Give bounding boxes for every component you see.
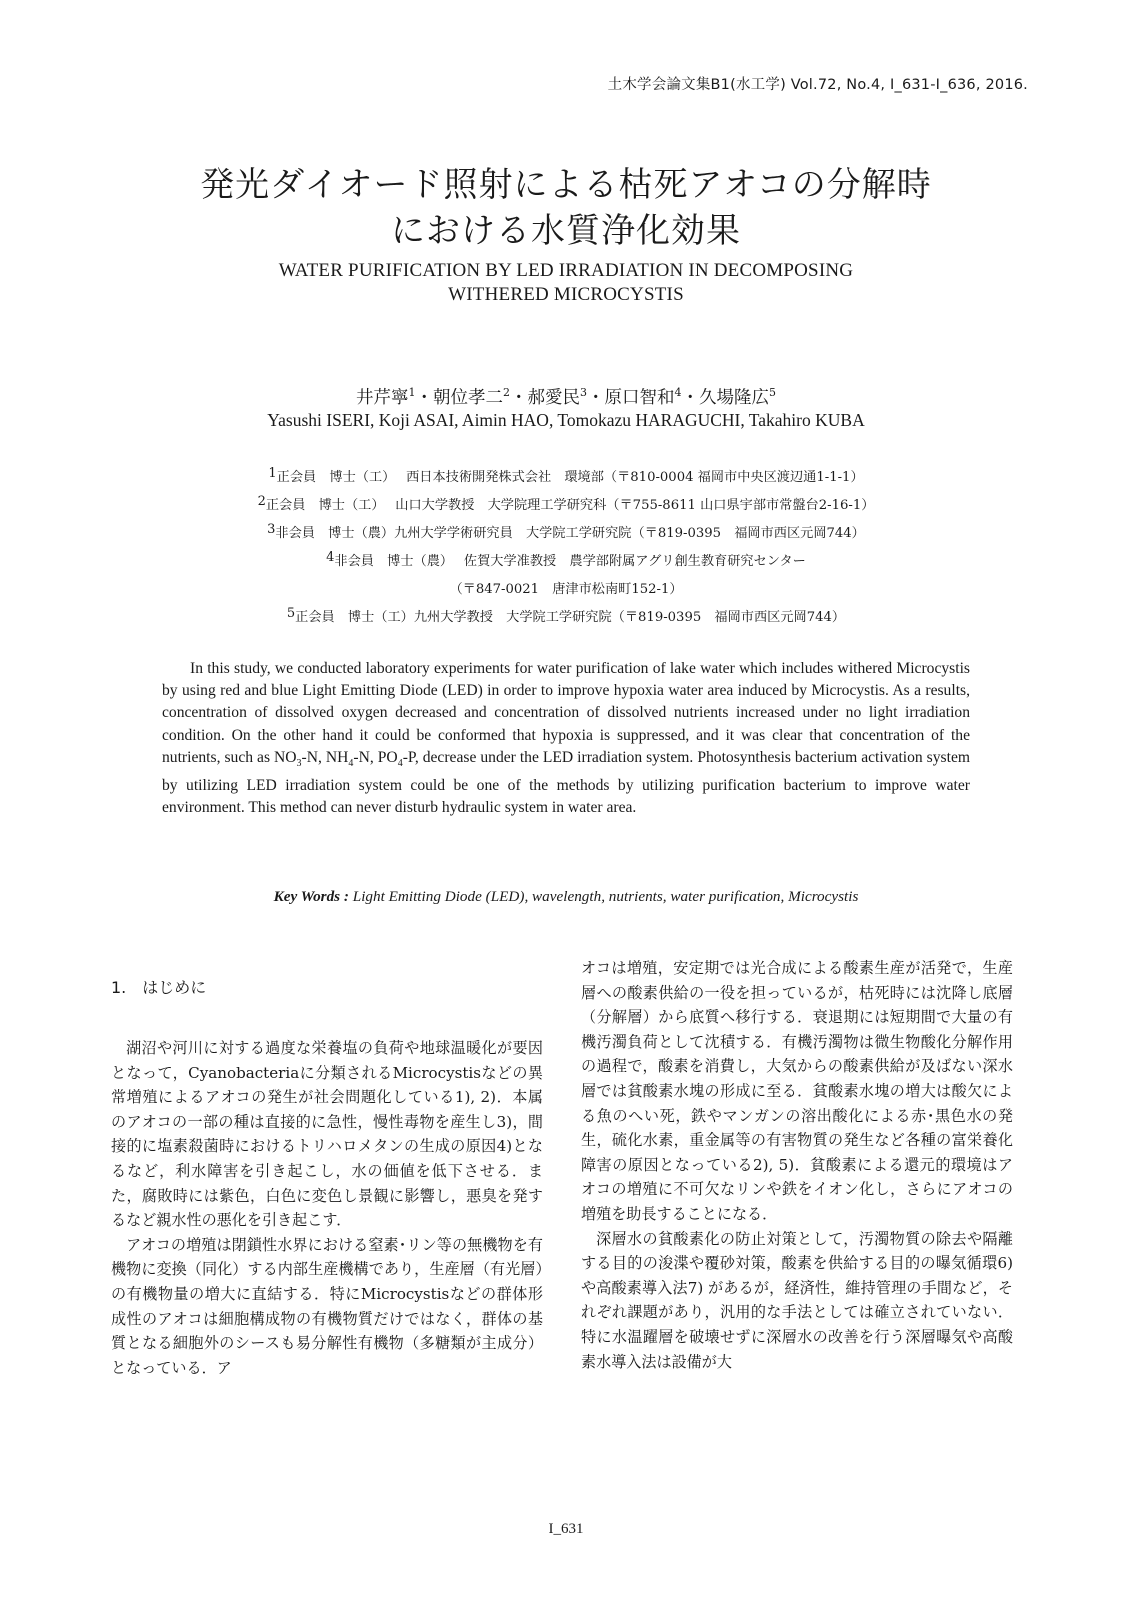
body-paragraph: 深層水の貧酸素化の防止対策として，汚濁物質の除去や隔離する目的の浚渫や覆砂対策，酸素を供給する目的の曝気循環6)や高酸素導入法7) があるが，経済性，維持管理の手間など，それぞれ課題があり，汎用的な手法としては確立されていない．特に水温躍層を破壊せずに深層水の改善を行う深層曝気や高酸素水導入法は設備が大 <box>581 1229 1013 1371</box>
body-paragraph: オコは増殖，安定期では光合成による酸素生産が活発で，生産層への酸素供給の一役を担っているが，枯死時には沈降し底層（分解層）から底質へ移行する．衰退期には短期間で大量の有機汚濁負荷として沈積する．有機汚濁物は微生物酸化分解作用の過程で，酸素を消費し，大気からの酸素供給が及ばない深水層では貧酸素水塊の形成に至る．貧酸素水塊の増大は酸欠による魚のへい死，鉄やマンガンの溶出酸化による赤･黒色水の発生，硫化水素，重金属等の有害物質の発生など各種の富栄養化障害の原因となっている2), 5)．貧酸素による還元的環境はアオコの増殖に不可欠なリンや鉄をイオン化し，さらにアオコの増殖を助長することになる． <box>581 959 1013 1223</box>
affiliation-text: 正会員 博士（工） 西日本技術開発株式会社 環境部（〒810-0004 福岡市中央区渡辺通1-1-1） <box>276 470 864 485</box>
abstract-text: -N, PO <box>353 748 398 766</box>
abstract-subscript: 4 <box>397 757 403 769</box>
affiliation-mark: 1 <box>268 466 277 481</box>
affiliation-text: 非会員 博士（農）九州大学学術研究員 大学院工学研究院（〒819-0395 福岡市西区元岡744） <box>275 526 865 541</box>
author-name: 原口智和 <box>604 388 675 408</box>
page-number: I_631 <box>548 1521 584 1537</box>
author-affil-mark: 5 <box>769 386 776 400</box>
body-column-right <box>581 956 1013 1374</box>
affiliation-mark: 5 <box>286 606 296 621</box>
title-japanese-line-1: 発光ダイオード照射による枯死アオコの分解時 <box>200 165 932 205</box>
affiliation-line <box>0 518 1132 546</box>
author-separator: ・ <box>415 388 433 408</box>
author-name: 久場隆広 <box>699 388 769 408</box>
affiliation-line <box>0 490 1132 518</box>
author-name: 郝愛民 <box>527 388 580 408</box>
author-separator: ・ <box>510 388 528 408</box>
abstract-subscript: 3 <box>296 757 302 769</box>
affiliation-text: 正会員 博士（工） 山口大学教授 大学院理工学研究科（〒755-8611 山口県宇部市常盤台2-16-1） <box>265 498 875 513</box>
author-affil-mark: 2 <box>503 386 510 400</box>
author-affil-mark: 4 <box>674 386 682 400</box>
keywords-text: Light Emitting Diode (LED), wavelength, nutrients, water purification, Microcystis <box>352 888 859 905</box>
author-affil-mark: 3 <box>580 386 587 400</box>
body-paragraph: 湖沼や河川に対する過度な栄養塩の負荷や地球温暖化が要因となって，Cyanobacteriaに分類されるMicrocystisなどの異常増殖によるアオコの発生が社会問題化している1), 2)．本属のアオコの一部の種は直接的に急性，慢性毒物を産生し3)，間接的に塩素殺菌時におけるトリハロメタンの生成の原因4)となるなど，利水障害を引き起こし，水の価値を低下させる．また，腐敗時には紫色，白色に変色し景観に影響し，悪臭を発するなど親水性の悪化を引き起こす． <box>111 1039 543 1230</box>
section-heading: 1. はじめに <box>111 978 207 997</box>
affiliation-text: （〒847-0021 唐津市松南町152-1） <box>449 582 683 597</box>
affiliation-mark: 3 <box>267 522 276 537</box>
authors-japanese <box>0 384 1132 409</box>
abstract-text: -N, NH <box>301 748 349 766</box>
author-affil-mark: 1 <box>408 386 416 400</box>
title-japanese-line-2: における水質浄化効果 <box>391 211 741 251</box>
title-english <box>0 259 1132 307</box>
abstract-text: In this study, we conducted laboratory experiments for water purification of lake water which includes withered Microcystis by using red and blue Light Emitting Diode (LED) in order to improve hypoxia water area induced by Microcystis. As a results, concentration of dissolved oxygen decreased and concentration of dissolved nutrients increased under no light irradiation condition. On the other hand it could be conformed that hypoxia is suppressed, and it was clear that concentration of the nutrients, such as NO <box>162 660 970 766</box>
affiliation-mark: 4 <box>326 550 335 565</box>
abstract-subscript: 4 <box>348 757 354 769</box>
affiliation-text: 非会員 博士（農） 佐賀大学准教授 農学部附属アグリ創生教育研究センター <box>334 554 806 569</box>
author-separator: ・ <box>681 388 699 408</box>
title-english-line-2: WITHERED MICROCYSTIS <box>448 284 684 305</box>
title-japanese <box>0 162 1132 254</box>
journal-reference: 土木学会論文集B1(水工学) Vol.72, No.4, I_631-I_636, 2016. <box>607 77 1028 93</box>
title-english-line-1: WATER PURIFICATION BY LED IRRADIATION IN DECOMPOSING <box>278 260 854 281</box>
affiliations <box>0 462 1132 630</box>
affiliation-text: 正会員 博士（工）九州大学教授 大学院工学研究院（〒819-0395 福岡市西区元岡744） <box>295 610 846 625</box>
affiliation-line <box>0 462 1132 490</box>
keywords <box>0 888 1132 906</box>
affiliation-mark: 2 <box>257 494 266 509</box>
affiliation-line <box>0 602 1132 630</box>
affiliation-line <box>0 574 1132 602</box>
body-paragraph: アオコの増殖は閉鎖性水界における窒素･リン等の無機物を有機物に変換（同化）する内部生産機構であり，生産層（有光層）の有機物量の増大に直結する．特にMicrocystisなどの群体形成性のアオコは細胞構成物の有機物質だけではなく，群体の基質となる細胞外のシースも易分解性有機物（多糖類が主成分）となっている．ア <box>111 1235 543 1377</box>
affiliation-line <box>0 546 1132 574</box>
author-separator: ・ <box>587 388 605 408</box>
body-column-left <box>111 958 543 1380</box>
abstract-text: -P, decrease under the LED irradiation system. Photosynthesis bacterium activation system by utilizing LED irradiation system could be one of the methods by utilizing purification bacterium to improve water environment. This method can never disturb hydraulic system in water area. <box>162 748 971 817</box>
abstract <box>162 658 970 820</box>
author-name: 朝位孝二 <box>433 388 503 408</box>
keywords-label: Key Words : <box>273 888 349 905</box>
authors-english: Yasushi ISERI, Koji ASAI, Aimin HAO, Tomokazu HARAGUCHI, Takahiro KUBA <box>267 410 865 430</box>
author-name: 井芹寧 <box>356 388 409 408</box>
